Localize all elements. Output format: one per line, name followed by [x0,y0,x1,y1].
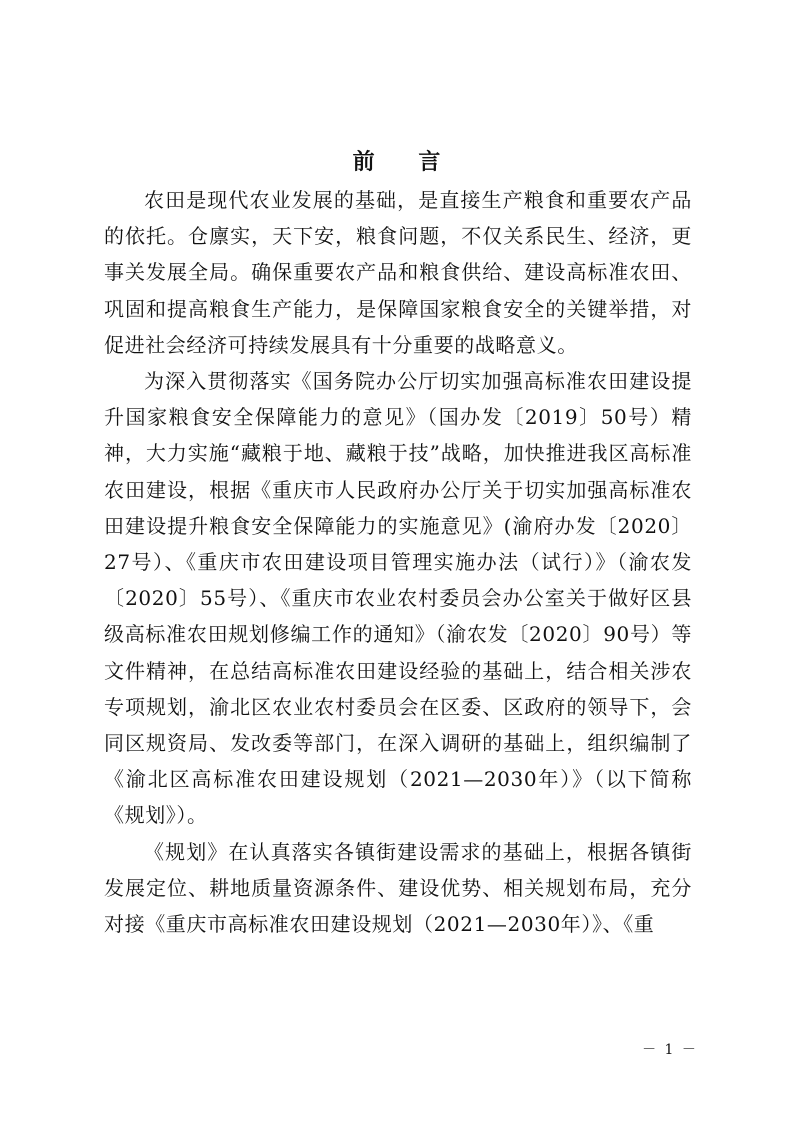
paragraph-basis: 为深入贯彻落实《国务院办公厅切实加强高标准农田建设提升国家粮食安全保障能力的意见》（国办发〔2019〕50号）精神，大力实施“藏粮于地、藏粮于技”战略，加快推进我区高标准农田建设，根据《重庆市人民政府办公厅关于切实加强高标准农田建设提升粮食安全保障能力的实施意见》(渝府办发〔2020〕27号）、《重庆市农田建设项目管理实施办法（试行）》（渝农发〔2020〕55号）、《重庆市农业农村委员会办公室关于做好区县级高标准农田规划修编工作的通知》（渝农发〔2020〕90号）等文件精神，在总结高标准农田建设经验的基础上，结合相关涉农专项规划，渝北区农业农村委员会在区委、区政府的领导下，会同区规资局、发改委等部门，在深入调研的基础上，组织编制了《渝北区高标准农田建设规划（2021—2030年）》（以下简称《规划》）。 [104,369,692,828]
paragraph-plan: 《规划》在认真落实各镇街建设需求的基础上，根据各镇街发展定位、耕地质量资源条件、建设优势、相关规划布局，充分对接《重庆市高标准农田建设规划（2021—2030年）》、《重 [104,839,692,937]
page-title: 前 言 [352,149,459,175]
paragraph-intro: 农田是现代农业发展的基础，是直接生产粮食和重要农产品的依托。仓廪实，天下安，粮食问题，不仅关系民生、经济，更事关发展全局。确保重要农产品和粮食供给、建设高标准农田、巩固和提高粮食生产能力，是保障国家粮食安全的关键举措，对促进社会经济可持续发展具有十分重要的战略意义。 [104,188,692,357]
body-text [104,182,692,942]
page-number: － 1 － [642,1042,698,1058]
